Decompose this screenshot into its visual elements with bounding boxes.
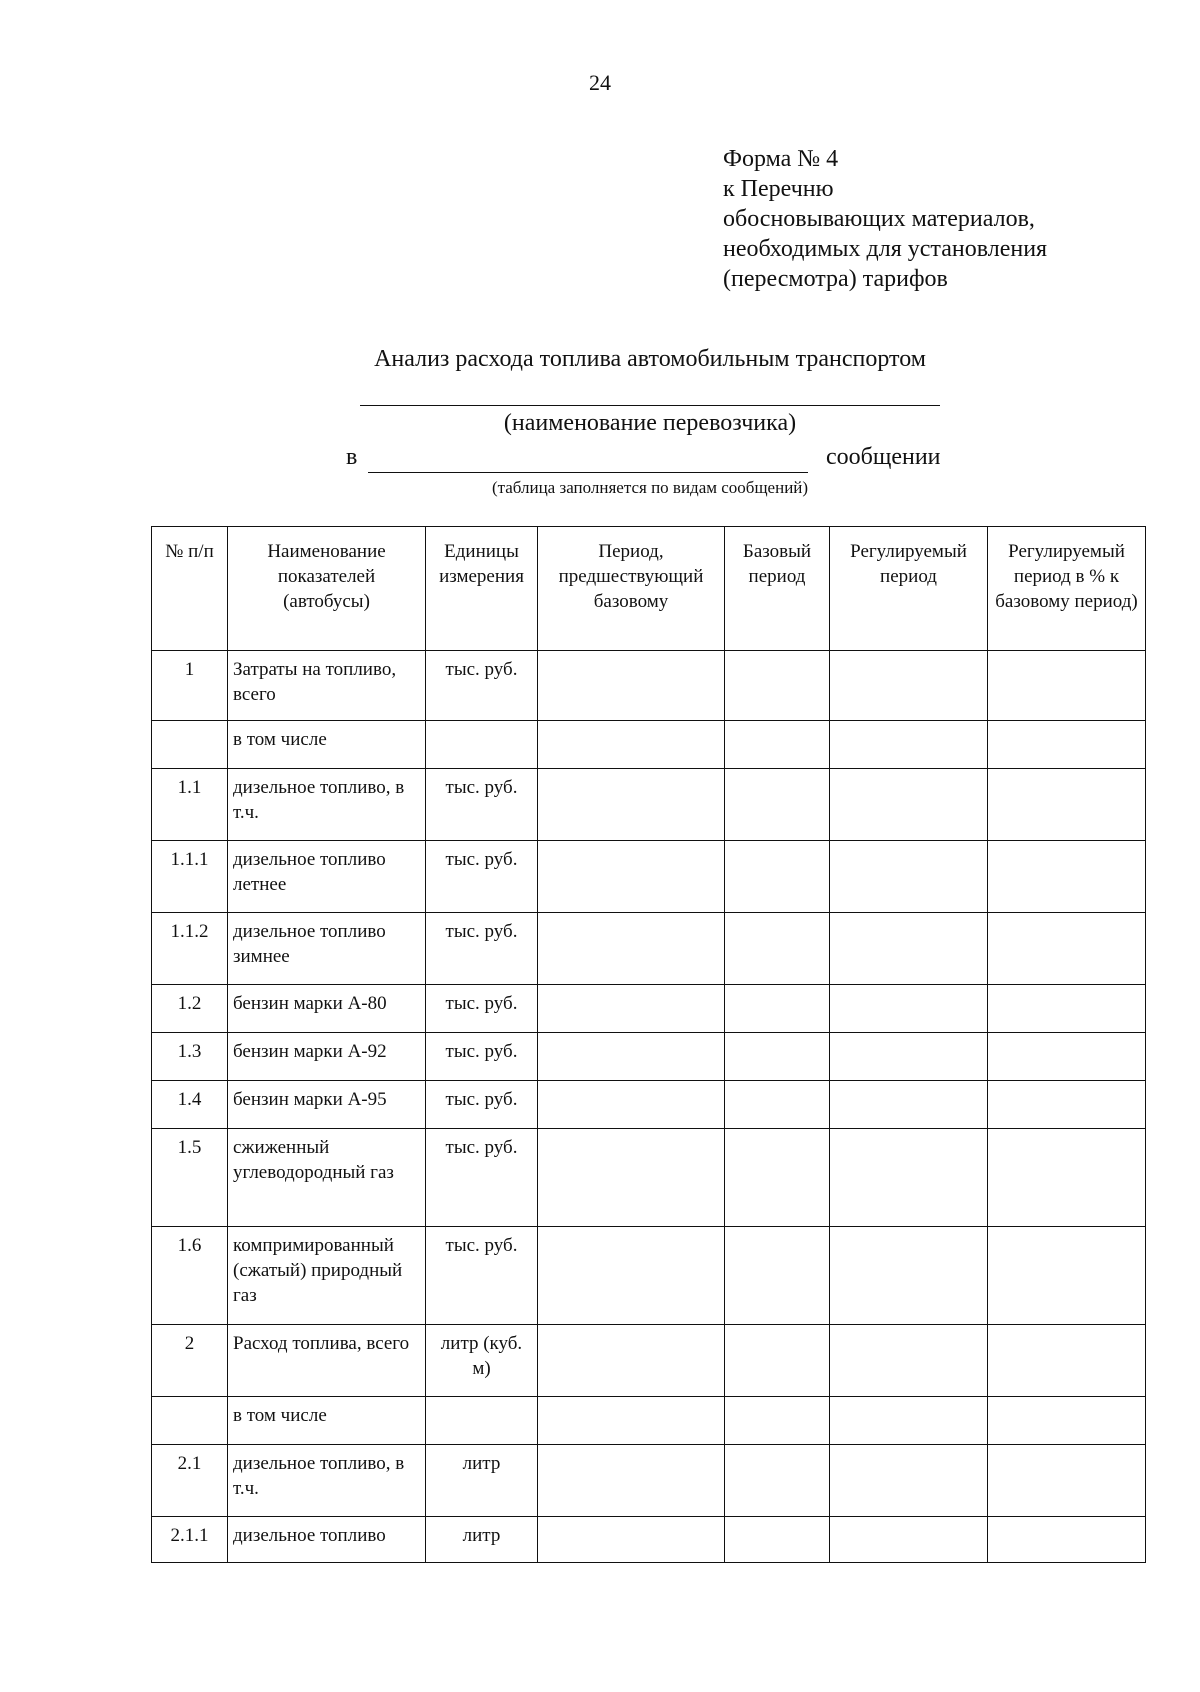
row-number: 1.6 — [152, 1227, 228, 1325]
row-unit: тыс. руб. — [426, 769, 538, 841]
row-indicator: в том числе — [228, 1397, 426, 1445]
cell-base-period[interactable] — [725, 1129, 830, 1227]
cell-regulated-period[interactable] — [830, 1445, 988, 1517]
page-number: 24 — [589, 70, 611, 95]
cell-prior-period[interactable] — [538, 721, 725, 769]
row-indicator: компримированный (сжатый) природный газ — [228, 1227, 426, 1325]
row-number: 2.1 — [152, 1445, 228, 1517]
cell-base-period[interactable] — [725, 1033, 830, 1081]
cell-regulated-period[interactable] — [830, 1517, 988, 1563]
cell-regulated-period[interactable] — [830, 1081, 988, 1129]
row-unit — [426, 721, 538, 769]
cell-regulated-period[interactable] — [830, 1227, 988, 1325]
cell-regulated-percent[interactable] — [988, 1129, 1146, 1227]
table-row — [152, 1129, 1146, 1227]
row-number: 1.2 — [152, 985, 228, 1033]
cell-base-period[interactable] — [725, 913, 830, 985]
table-row — [152, 985, 1146, 1033]
row-unit: тыс. руб. — [426, 651, 538, 721]
row-number — [152, 721, 228, 769]
form-reference-line: к Перечню — [723, 176, 834, 202]
cell-regulated-percent[interactable] — [988, 651, 1146, 721]
table-row — [152, 1081, 1146, 1129]
row-unit: тыс. руб. — [426, 1081, 538, 1129]
header-prior-period: Период, предшествующий базовому — [538, 527, 725, 651]
cell-base-period[interactable] — [725, 1227, 830, 1325]
row-indicator: дизельное топливо, в т.ч. — [228, 769, 426, 841]
row-unit: тыс. руб. — [426, 841, 538, 913]
cell-regulated-percent[interactable] — [988, 1033, 1146, 1081]
carrier-name-blank-line — [360, 405, 940, 406]
cell-prior-period[interactable] — [538, 841, 725, 913]
row-number — [152, 1397, 228, 1445]
form-reference-line: (пересмотра) тарифов — [723, 266, 948, 292]
form-reference-line: Форма № 4 — [723, 146, 839, 172]
cell-prior-period[interactable] — [538, 1033, 725, 1081]
table-row — [152, 1397, 1146, 1445]
cell-regulated-percent[interactable] — [988, 1227, 1146, 1325]
message-suffix: сообщении — [826, 444, 941, 470]
cell-prior-period[interactable] — [538, 985, 725, 1033]
cell-regulated-period[interactable] — [830, 985, 988, 1033]
cell-prior-period[interactable] — [538, 769, 725, 841]
cell-base-period[interactable] — [725, 769, 830, 841]
cell-prior-period[interactable] — [538, 1445, 725, 1517]
fuel-analysis-table — [151, 526, 1146, 1563]
row-number: 2.1.1 — [152, 1517, 228, 1563]
table-row — [152, 1325, 1146, 1397]
cell-prior-period[interactable] — [538, 1081, 725, 1129]
table-header-row — [152, 527, 1146, 651]
row-indicator: бензин марки А-92 — [228, 1033, 426, 1081]
form-reference-line: обосновывающих материалов, — [723, 206, 1035, 232]
message-type-line — [346, 444, 946, 476]
cell-base-period[interactable] — [725, 1397, 830, 1445]
row-indicator: в том числе — [228, 721, 426, 769]
cell-regulated-period[interactable] — [830, 651, 988, 721]
cell-regulated-percent[interactable] — [988, 985, 1146, 1033]
cell-base-period[interactable] — [725, 721, 830, 769]
row-unit: тыс. руб. — [426, 1033, 538, 1081]
row-number: 1.1.2 — [152, 913, 228, 985]
row-indicator: дизельное топливо зимнее — [228, 913, 426, 985]
form-reference — [723, 144, 1047, 294]
cell-regulated-period[interactable] — [830, 1033, 988, 1081]
cell-prior-period[interactable] — [538, 1397, 725, 1445]
row-unit: литр (куб. м) — [426, 1325, 538, 1397]
cell-prior-period[interactable] — [538, 1517, 725, 1563]
cell-regulated-period[interactable] — [830, 1325, 988, 1397]
cell-base-period[interactable] — [725, 1325, 830, 1397]
row-unit: литр — [426, 1517, 538, 1563]
cell-regulated-percent[interactable] — [988, 1517, 1146, 1563]
row-unit: литр — [426, 1445, 538, 1517]
cell-regulated-percent[interactable] — [988, 1081, 1146, 1129]
cell-regulated-period[interactable] — [830, 841, 988, 913]
table-row — [152, 721, 1146, 769]
cell-regulated-percent[interactable] — [988, 1445, 1146, 1517]
row-indicator: Расход топлива, всего — [228, 1325, 426, 1397]
cell-base-period[interactable] — [725, 841, 830, 913]
cell-regulated-period[interactable] — [830, 769, 988, 841]
row-unit — [426, 1397, 538, 1445]
cell-regulated-period[interactable] — [830, 1397, 988, 1445]
table-row — [152, 1227, 1146, 1325]
row-unit: тыс. руб. — [426, 913, 538, 985]
row-number: 1.4 — [152, 1081, 228, 1129]
cell-base-period[interactable] — [725, 1445, 830, 1517]
cell-base-period[interactable] — [725, 1081, 830, 1129]
row-indicator: Затраты на топливо, всего — [228, 651, 426, 721]
header-number: № п/п — [152, 527, 228, 651]
cell-regulated-percent[interactable] — [988, 769, 1146, 841]
row-number: 1.1 — [152, 769, 228, 841]
cell-regulated-period[interactable] — [830, 913, 988, 985]
cell-prior-period[interactable] — [538, 651, 725, 721]
row-number: 2 — [152, 1325, 228, 1397]
row-indicator: бензин марки А-95 — [228, 1081, 426, 1129]
table-row — [152, 1033, 1146, 1081]
row-number: 1.3 — [152, 1033, 228, 1081]
row-indicator: дизельное топливо летнее — [228, 841, 426, 913]
cell-regulated-percent[interactable] — [988, 1397, 1146, 1445]
row-number: 1.5 — [152, 1129, 228, 1227]
row-indicator: сжиженный углеводородный газ — [228, 1129, 426, 1227]
cell-prior-period[interactable] — [538, 913, 725, 985]
cell-regulated-period[interactable] — [830, 1129, 988, 1227]
table-row — [152, 913, 1146, 985]
cell-base-period[interactable] — [725, 651, 830, 721]
cell-regulated-percent[interactable] — [988, 841, 1146, 913]
table-row — [152, 651, 1146, 721]
cell-prior-period[interactable] — [538, 1129, 725, 1227]
header-regulated-percent: Регулируемый период в % к базовому период) — [988, 527, 1146, 651]
form-reference-line: необходимых для установления — [723, 236, 1048, 262]
carrier-name-caption: (наименование перевозчика) — [503, 410, 797, 436]
cell-prior-period[interactable] — [538, 1325, 725, 1397]
message-prefix: в — [346, 444, 358, 470]
header-units: Единицы измерения — [426, 527, 538, 651]
cell-regulated-percent[interactable] — [988, 913, 1146, 985]
cell-base-period[interactable] — [725, 1517, 830, 1563]
table-row — [152, 841, 1146, 913]
row-indicator: бензин марки А-80 — [228, 985, 426, 1033]
cell-regulated-percent[interactable] — [988, 721, 1146, 769]
table-row — [152, 1445, 1146, 1517]
header-regulated-period: Регулируемый период — [830, 527, 988, 651]
header-indicator-name: Наименование показателей (автобусы) — [228, 527, 426, 651]
cell-regulated-period[interactable] — [830, 721, 988, 769]
message-type-blank-line — [368, 472, 808, 473]
cell-base-period[interactable] — [725, 985, 830, 1033]
row-indicator: дизельное топливо — [228, 1517, 426, 1563]
row-indicator: дизельное топливо, в т.ч. — [228, 1445, 426, 1517]
row-number: 1 — [152, 651, 228, 721]
header-base-period: Базовый период — [725, 527, 830, 651]
row-unit: тыс. руб. — [426, 985, 538, 1033]
cell-regulated-percent[interactable] — [988, 1325, 1146, 1397]
table-row — [152, 1517, 1146, 1563]
document-title: Анализ расхода топлива автомобильным транспортом — [374, 346, 926, 372]
row-unit: тыс. руб. — [426, 1129, 538, 1227]
table-note: (таблица заполняется по видам сообщений) — [491, 478, 809, 497]
cell-prior-period[interactable] — [538, 1227, 725, 1325]
table-row — [152, 769, 1146, 841]
row-number: 1.1.1 — [152, 841, 228, 913]
row-unit: тыс. руб. — [426, 1227, 538, 1325]
